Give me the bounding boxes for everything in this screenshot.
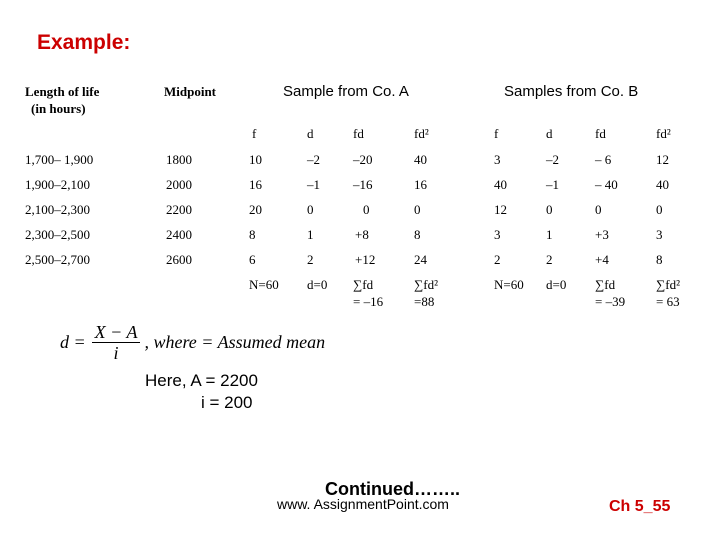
header-company-b: Samples from Co. B (504, 83, 639, 100)
row-range: 1,700– 1,900 (25, 152, 94, 167)
total-a-n: N=60 (249, 277, 279, 292)
total-a-sum-fd2: ∑fd² (414, 277, 438, 292)
row-a-f: 20 (249, 202, 262, 217)
total-b-n: N=60 (494, 277, 524, 292)
row-midpoint: 1800 (166, 152, 192, 167)
formula-lhs: d = (60, 332, 86, 352)
row-a-fd: 0 (363, 202, 370, 217)
row-midpoint: 2000 (166, 177, 192, 192)
header-company-a: Sample from Co. A (283, 83, 409, 100)
row-b-fd: – 6 (595, 152, 612, 167)
row-b-d: –1 (546, 177, 559, 192)
row-b-fd: 0 (595, 202, 602, 217)
row-midpoint: 2200 (166, 202, 192, 217)
row-a-fd2: 0 (414, 202, 421, 217)
row-b-d: –2 (546, 152, 559, 167)
row-a-fd: +12 (355, 252, 376, 267)
row-b-f: 2 (494, 252, 501, 267)
page-title: Example: (37, 31, 131, 54)
total-a-sum-fd-value: = –16 (353, 294, 384, 309)
total-b-sum-fd-value: = –39 (595, 294, 626, 309)
total-a-d: d=0 (307, 277, 328, 292)
total-a-sum-fd2-value: =88 (414, 294, 435, 309)
formula-numerator: X − A (92, 322, 141, 343)
total-b-sum-fd: ∑fd (595, 277, 616, 292)
row-b-fd: +3 (595, 227, 609, 242)
row-a-fd2: 16 (414, 177, 427, 192)
row-b-f: 40 (494, 177, 507, 192)
row-b-fd: +4 (595, 252, 609, 267)
row-midpoint: 2400 (166, 227, 192, 242)
header-length-line2: (in hours) (31, 101, 86, 116)
row-a-d: –1 (307, 177, 320, 192)
row-b-d: 1 (546, 227, 553, 242)
row-b-fd2: 40 (656, 177, 669, 192)
row-a-fd: +8 (355, 227, 369, 242)
total-b-sum-fd2: ∑fd² (656, 277, 680, 292)
row-b-fd2: 8 (656, 252, 663, 267)
subheader-a-d: d (307, 126, 314, 141)
subheader-a-fd: fd (353, 126, 364, 141)
formula-fraction (92, 322, 141, 363)
class-interval-line: i = 200 (201, 393, 253, 412)
website-footer: www. AssignmentPoint.com (277, 496, 449, 512)
chapter-slide-number: Ch 5_55 (609, 498, 671, 515)
row-a-d: 2 (307, 252, 314, 267)
row-b-fd2: 12 (656, 152, 669, 167)
subheader-a-fd2: fd² (414, 126, 429, 141)
assumed-mean-line: Here, A = 2200 (145, 371, 258, 390)
continued-label: Continued…….. (325, 479, 460, 499)
row-b-f: 3 (494, 152, 501, 167)
row-a-f: 16 (249, 177, 262, 192)
row-a-f: 10 (249, 152, 262, 167)
row-b-fd2: 0 (656, 202, 663, 217)
row-b-f: 3 (494, 227, 501, 242)
row-b-fd: – 40 (595, 177, 618, 192)
row-a-fd2: 40 (414, 152, 427, 167)
row-a-fd2: 24 (414, 252, 427, 267)
subheader-b-fd: fd (595, 126, 606, 141)
row-b-d: 0 (546, 202, 553, 217)
row-range: 2,100–2,300 (25, 202, 90, 217)
row-a-fd: –20 (353, 152, 373, 167)
row-b-f: 12 (494, 202, 507, 217)
row-a-fd2: 8 (414, 227, 421, 242)
row-a-f: 8 (249, 227, 256, 242)
row-midpoint: 2600 (166, 252, 192, 267)
total-b-d: d=0 (546, 277, 567, 292)
row-range: 2,500–2,700 (25, 252, 90, 267)
subheader-b-fd2: fd² (656, 126, 671, 141)
header-midpoint: Midpoint (164, 84, 217, 99)
row-a-d: –2 (307, 152, 320, 167)
row-a-fd: –16 (353, 177, 373, 192)
row-range: 1,900–2,100 (25, 177, 90, 192)
deviation-formula (60, 322, 325, 363)
subheader-b-f: f (494, 126, 499, 141)
row-a-f: 6 (249, 252, 256, 267)
row-a-d: 1 (307, 227, 314, 242)
subheader-a-f: f (252, 126, 257, 141)
formula-denominator: i (113, 343, 119, 363)
row-a-d: 0 (307, 202, 314, 217)
header-length-line1: Length of life (25, 84, 100, 99)
total-b-sum-fd2-value: = 63 (656, 294, 680, 309)
row-b-d: 2 (546, 252, 553, 267)
row-range: 2,300–2,500 (25, 227, 90, 242)
total-a-sum-fd: ∑fd (353, 277, 374, 292)
row-b-fd2: 3 (656, 227, 663, 242)
subheader-b-d: d (546, 126, 553, 141)
formula-rhs: , where = Assumed mean (144, 332, 326, 352)
